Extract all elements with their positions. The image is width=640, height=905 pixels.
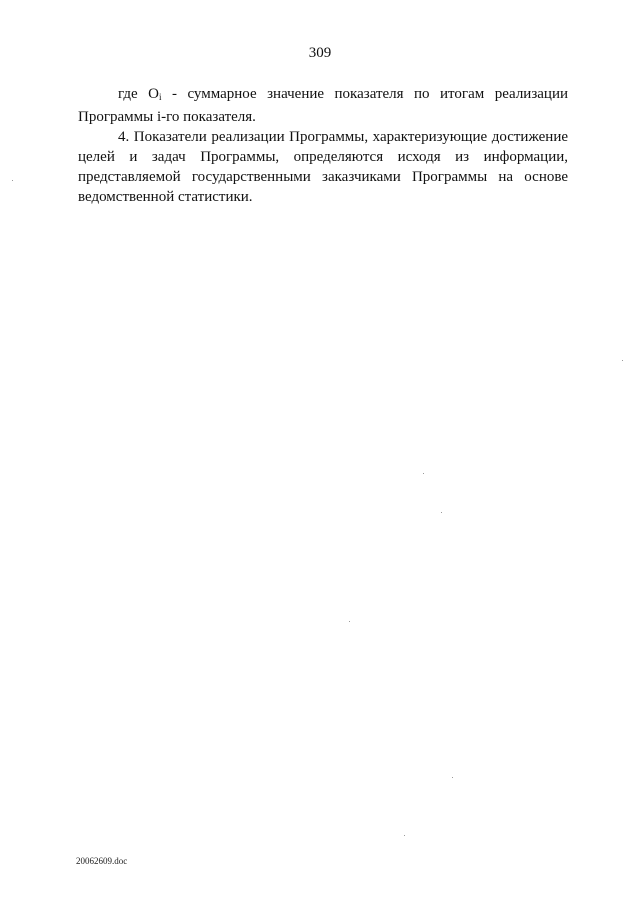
paragraph-text: - суммарное значение показателя по итогам реализации Программы i-го показателя. bbox=[78, 86, 569, 125]
scan-speck bbox=[423, 473, 424, 474]
paragraph-text: где O bbox=[118, 86, 160, 102]
scan-speck bbox=[349, 621, 350, 622]
page-number: 309 bbox=[308, 45, 332, 61]
scan-speck bbox=[441, 512, 442, 513]
scan-speck bbox=[622, 360, 623, 361]
scan-speck bbox=[404, 835, 405, 836]
paragraph-indicators: 4. Показатели реализации Программы, характеризующие достижение целей и задач Программы, определяются исходя из информации, представляемой государственными заказчиками Программы на основе ведомственной статистики. bbox=[78, 129, 568, 205]
paragraph-formula-definition bbox=[78, 84, 568, 127]
scan-speck bbox=[452, 777, 453, 778]
subscript-index: i bbox=[159, 92, 162, 102]
footer-filename: 20062609.doc bbox=[76, 856, 128, 866]
scan-speck bbox=[12, 180, 13, 181]
document-body bbox=[78, 84, 568, 207]
